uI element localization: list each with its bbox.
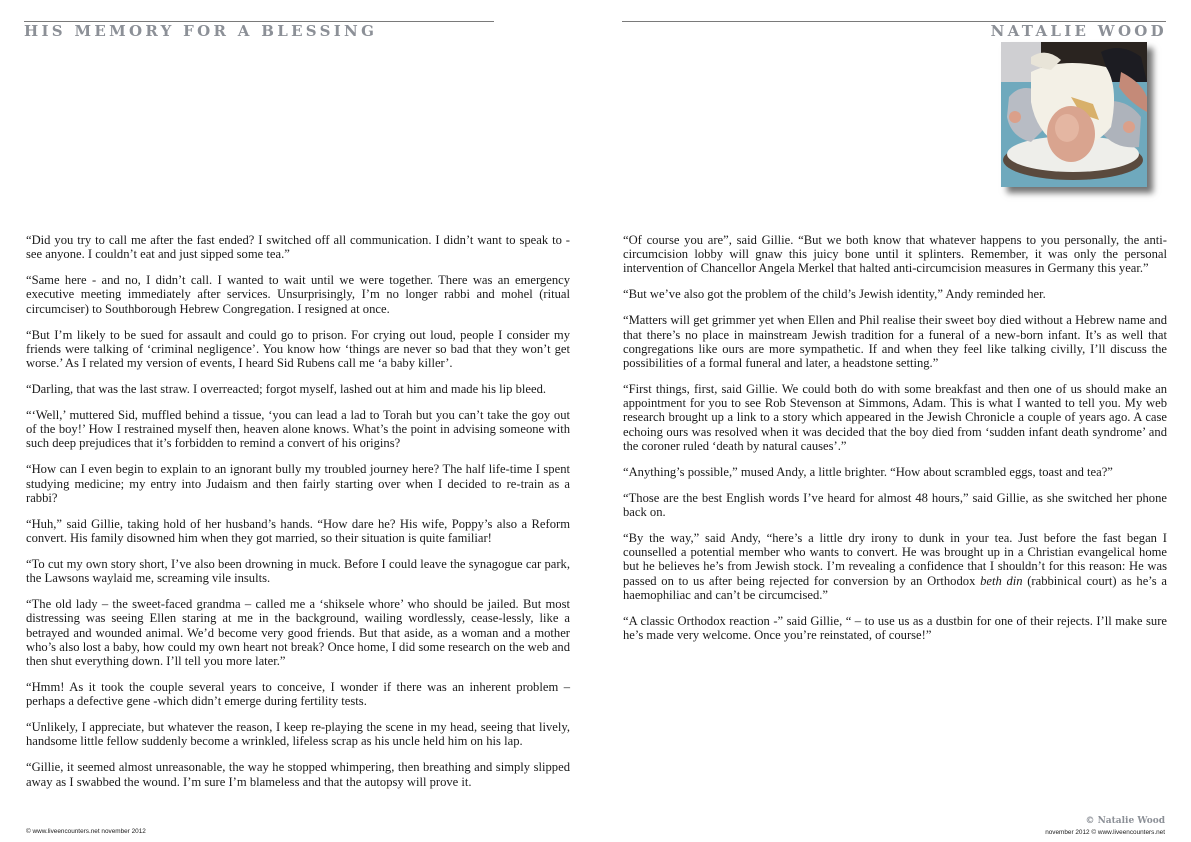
infant-photo-illustration — [1001, 42, 1147, 187]
paragraph: “A classic Orthodox reaction -” said Gillie, “ – to use us as a dustbin for one of their rejects. I’ll make sure he’s made very welcome. Once you’re reinstated, of course!” — [623, 613, 1167, 643]
running-head-author: NATALIE WOOD — [990, 22, 1167, 40]
paragraph: “But we’ve also got the problem of the child’s Jewish identity,” Andy reminded her. — [623, 287, 1046, 302]
article-body-right — [623, 233, 1167, 654]
left-page — [0, 0, 595, 842]
paragraph: “The old lady – the sweet-faced grandma – called me a ‘shiksele whore’ who should be jailed. But most distressing was seeing Ellen staring at me in the background, wailing wordlessly, cease-lessly, like a betrayed and wounded animal. We’d become very good friends. But that aside, as a woman and a mother who’s also lost a baby, how could my own heart not break? Once home, I did some research on the web and then shut everything down. I’ll tell you more later.” — [26, 597, 570, 669]
footer-copyright: © www.liveencounters.net november 2012 — [26, 828, 146, 835]
paragraph: “But I’m likely to be sued for assault and could go to prison. For crying out loud, people I consider my friends were talking of ‘criminal negligence’. You know how ‘things are never so bad that they won’t get worse.’ As I related my version of events, I heard Sid Rubens call me ‘a baby killer’. — [26, 327, 570, 371]
paragraph: “Same here - and no, I didn’t call. I wanted to wait until we were together. There was an emergency executive meeting immediately after services. Unsurprisingly, I’m no longer rabbi and mohel (ritual circumciser) to Southborough Hebrew Congregation. I resigned at once. — [26, 273, 570, 316]
paragraph: “To cut my own story short, I’ve also been drowning in muck. Before I could leave the synagogue car park, the Lawsons waylaid me, screaming vile insults. — [26, 557, 570, 586]
paragraph: “‘Well,’ muttered Sid, muffled behind a tissue, ‘you can lead a lad to Torah but you can’t take the goy out of the boy!’ How I restrained myself then, heaven alone knows. What’s the point in advising someone with such deep prejudices that it’s forbidden to remind a convert of his origins? — [26, 408, 570, 451]
paragraph: “How can I even begin to explain to an ignorant bully my troubled journey here? The half life-time I spent studying medicine; my entry into Judaism and then fairly starting over when I decided to re-train as a rabbi? — [26, 462, 570, 505]
running-head-title: HIS MEMORY FOR A BLESSING — [24, 22, 378, 40]
infant-photo — [1001, 42, 1147, 187]
paragraph: “Hmm! As it took the couple several years to conceive, I wonder if there was an inherent problem – perhaps a defective gene -which didn’t emerge during fertility tests. — [26, 680, 570, 709]
paragraph: “Did you try to call me after the fast ended? I switched off all communication. I didn’t want to speak to - see anyone. I couldn’t eat and just sipped some tea.” — [26, 233, 570, 262]
paragraph: “Anything’s possible,” mused Andy, a little brighter. “How about scrambled eggs, toast and tea?” — [623, 464, 1113, 479]
paragraph: “Of course you are”, said Gillie. “But we both know that whatever happens to you personally, the anti-circumcision lobby will gnaw this juicy bone until it splinters. Remember, it was only the personal intervention of Chancellor Angela Merkel that halted anti-circumcision measures in Germany this year.” — [623, 233, 1167, 276]
paragraph: “Unlikely, I appreciate, but whatever the reason, I keep re-playing the scene in my head, seeing that lively, handsome little fellow suddenly become a wrinkled, lifeless scrap as his uncle held him on his lap. — [26, 720, 570, 749]
paragraph: “First things, first, said Gillie. We could both do with some breakfast and then one of us should make an appointment for you to see Rob Stevenson at Simmons, Adam. This is what I wanted to tell you. My web research brought up a link to a story which appeared in the Jewish Chronicle a couple of years ago. A case echoing ours was resolved when it was decided that the boy died from ‘sudden infant death syndrome’ and the coroner ruled ‘death by natural causes’.” — [623, 382, 1167, 453]
paragraph: “Matters will get grimmer yet when Ellen and Phil realise their sweet boy died without a Hebrew name and that there’s no place in mainstream Jewish tradition for a funeral of a new-born infant. It’s as well that congregations like ours are more sympathetic. If and when they feel like talking civilly, I’ll discuss the possibilities of a formal funeral and later, a headstone setting.” — [623, 313, 1167, 371]
paragraph: “Huh,” said Gillie, taking hold of her husband’s hands. “How dare he? His wife, Poppy’s also a Reform convert. His family disowned him when they got married, so their situation is quite familiar! — [26, 516, 570, 546]
italic-term: beth din — [980, 573, 1023, 588]
paragraph — [623, 531, 1167, 602]
paragraph: “Those are the best English words I’ve heard for almost 48 hours,” said Gillie, as she switched her phone back on. — [623, 490, 1167, 520]
photo-credit: © Natalie Wood — [1085, 816, 1165, 826]
paragraph: “Darling, that was the last straw. I overreacted; forgot myself, lashed out at him and made his lip bleed. — [26, 382, 547, 397]
right-page — [596, 0, 1191, 842]
paragraph-text: “By the way,” said Andy, “here’s a little dry irony to dunk in your tea. Just before the fast began I counselled a potential member who wants to convert. He was brought up in a Christian evangelical home but he believes he’s from Jewish stock. I’m revealing a confidence that I shouldn’t for this reason: He was passed on to us after being rejected for conversion by an Orthodox — [623, 531, 1167, 588]
footer-copyright: november 2012 © www.liveencounters.net — [1045, 829, 1165, 836]
paragraph: “Gillie, it seemed almost unreasonable, the way he stopped whimpering, then breathing and simply slipped away as I swabbed the wound. I’m sure I’m blameless and that the autopsy will prove it. — [26, 760, 570, 789]
article-body-left — [26, 233, 570, 801]
paragraph-text: (rabbinical court) as he’s a haemophiliac and can’t be circumcised.” — [623, 573, 1167, 602]
